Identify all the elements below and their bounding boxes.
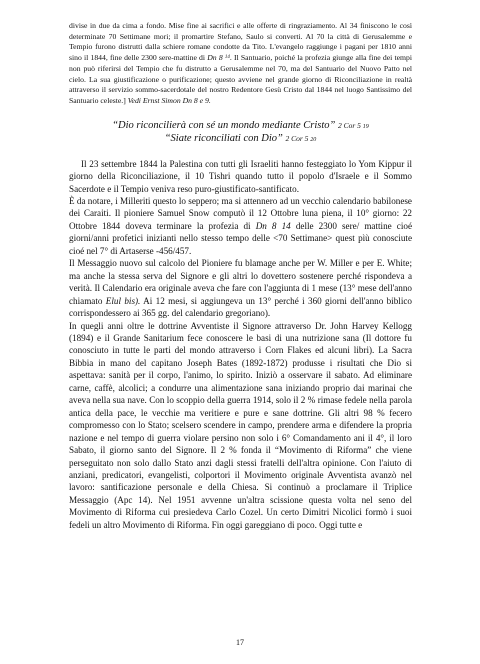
paragraph-2: È da notare, i Milleriti questo lo seppero; ma si attennero ad un vecchio calendario babilonese dei Caraiti. Il pioniere Samuel Snow computò il 12 Ottobre luna piena, il 10° giorno: 22 Ottobre 1844 doveva terminare la profezia di Dn 8 14 delle 2300 sere/ mattine cioé giorni/anni profetici inizianti nello stesso tempo delle <70 Settimane> quest pìù conosciute cioé nel 7° di Artaserse -456/457. bbox=[69, 195, 412, 256]
page-number: 17 bbox=[236, 638, 244, 647]
scripture-quotes bbox=[69, 120, 412, 147]
body-text bbox=[69, 158, 412, 532]
paragraph-3: Il Messaggio nuovo sul calcolo del Pioniere fu blamage anche per W. Miller e per E. White; ma anche la stessa serva del Signore e gli altri lo dovettero sostenere perché rispondeva a verità. Il Calendario era originale aveva che fare con l'aggiunta di 1 mese (13° mese dell'anno chiamato Elul bis). Ai 12 mesi, si aggiungeva un 13° perché i 360 giorni dell'anno biblico corrispondessero ai 365 gg. del calendario gregoriano). bbox=[69, 258, 412, 319]
footnote-text-2: . Il Santuario, poiché la profezia giunge alla fine dei tempi non può riferirsi del Tempio che fu distrutto a Gerusalemme nel 70, ma del Santuario del Nuovo Patto nel cielo. La sua giustificazione o purificazione; questo avviene nel grande giorno di Riconciliazione in realtà attraverso il servizio sommo-sacerdotale del nostro Redentore Gesù Cristo dal 1844 nel luogo Santissimo del Santuario celeste.] bbox=[69, 53, 412, 105]
see-reference: Vedi Ernst Simon Dn 8 e 9. bbox=[127, 95, 211, 105]
footnote-paragraph bbox=[69, 21, 412, 107]
footnote-text-1: divise in due da cima a fondo. Mise fine ai sacrifici e alle offerte di ringraziamento. Al 34 finiscono le così determinate 70 Settimane mori; il promartire Stefano, Saulo si converti. Al 70 la città di Gerusalemme e Tempio furono distrutti dalla schiere romane condotte da Tito. L'evangelo raggiunge i pagani per 1810 anni sino il 1844, fine delle 2300 sere-mattine di bbox=[69, 21, 412, 63]
quote-line-1: “Dio riconcilierà con sé un mondo mediante Cristo” 2 Cor 5 19 bbox=[112, 119, 369, 131]
daniel-reference: Dn 8 $^{14}$ bbox=[207, 53, 230, 63]
quote-line-2: “Siate riconciliati con Dio” 2 Cor 5 20 bbox=[164, 133, 317, 145]
paragraph-4: In quegli anni oltre le dottrine Avventiste il Signore attraverso Dr. John Harvey Kellogg (1894) e il Grande Sanitarium fece conoscere le basi di una nutrizione sana (Il dottore fu conosciuto in tutte le parti del mondo attraverso i Corn Flakes ed alcuni libri). La Sacra Bibbia in mano del capitano Joseph Bates (1892-1872) produsse i risultati che Dio si aspettava: sanità per il corpo, l'animo, lo spirito. Iniziò a osservare il sabato. Ad eliminare carne, caffè, alcolici; a condurre una alimentazione sana iniziando proprio dai marinai che aveva nella sua nave. Con lo scoppio della guerra 1914, solo il 2 % rimase fedele nella parola antica della pace, le vecchie ma veritiere e pure e sane dottrine. Gli altri 98 % fecero compromesso con lo Stato; scelsero scendere in campo, prendere arma e difendere la propria nazione e nel tempo di guerra violare persino non solo i 6° Comandamento ani il 4°, il loro Sabato, il giorno santo del Signore. Il 2 % fonda il “Movimento di Riforma” che viene perseguitato non solo dallo Stato anzi dagli stessi fratelli dell'altra opinione. Con l'aiuto di anziani, predicatori, evangelisti, colportori il Movimento originale Avventista avanzò nel lavoro: santificazione personale e della Chiesa. Si continuò a proclamare il Triplice Messaggio (Apc 14). Nel 1951 avvenne un'altra scissione questa volta nel seno del Movimento di Riforma cui presiedeva Carlo Cozel. Un certo Dimitri Nicolici formò i suoi fedeli un altro Movimento di Riforma. Fin oggi gareggiano di poco. Oggi tutte e bbox=[69, 320, 412, 530]
daniel-reference-inline: Dn 8 14 bbox=[255, 220, 291, 231]
paragraph-1: Il 23 settembre 1844 la Palestina con tutti gli Israeliti hanno festeggiato lo Yom Kippur il giorno della Riconciliazione, il 10 Tishri quando tutto il popolo d'Israele e il Sommo Sacerdote e il Tempio veniva reso puro-giustificato-santificato. bbox=[69, 158, 412, 194]
